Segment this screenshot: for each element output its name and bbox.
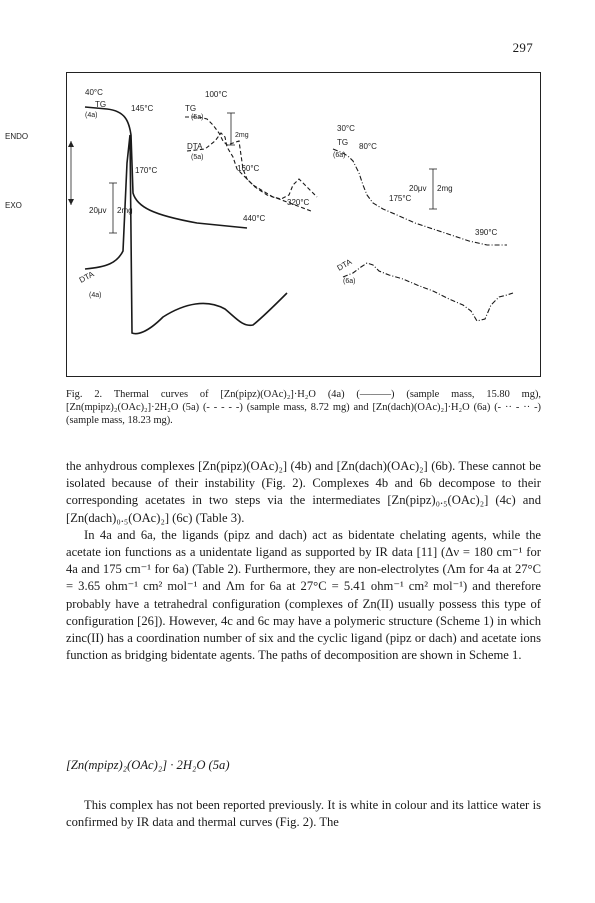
label-tg-4a: TG [95,100,107,109]
label-5a-mid: (5a) [191,154,204,161]
section-heading-5a: [Zn(mpipz)₂(OAc)₂] · 2H₂O (5a) [66,758,230,772]
label-6a-bot: (6a) [343,278,356,285]
label-4a-top: (4a) [85,112,98,119]
label-6a-top: (6a) [333,152,346,159]
label-5a-top: (5a) [191,114,204,121]
label-2mg-left: 2mg [117,206,133,215]
endo-arrow [68,141,74,147]
paragraph-1: the anhydrous complexes [Zn(pipz)(OAc)₂] (4b) and [Zn(dach)(OAc)₂] (6b). These cannot be isolated because of their instability (Fig. 2). Complexes 4b and 6b decompose to their corresponding acetates in two steps via the intermediates [Zn(pipz)₀.₅(OAc)₂] (4c) and [Zn(dach)₀.₅(OAc)₂] (6c) (Table 3). [66,459,541,525]
exo-arrow [68,199,74,205]
label-175c: 175°C [389,194,412,203]
exo-label: EXO [5,201,22,210]
label-320c: 320°C [287,198,310,207]
label-80c: 80°C [359,142,377,151]
paragraph-3: This complex has not been reported previously. It is white in colour and its lattice water is confirmed by IR data and thermal curves (Fig. 2). The [66,798,541,830]
label-dta-5a: DTA [187,142,203,151]
label-440c: 440°C [243,214,266,223]
label-20uv-right: 20μv [409,184,427,193]
page-number: 297 [512,40,533,55]
label-30c: 30°C [337,124,355,133]
label-tg-5a: TG [185,104,197,113]
label-170c: 170°C [135,166,158,175]
endo-label: ENDO [5,132,29,141]
label-160c: 160°C [237,164,260,173]
label-100c: 100°C [205,90,228,99]
label-390c: 390°C [475,228,498,237]
figure-plot [67,73,540,376]
label-145c: 145°C [131,104,154,113]
figure-caption: Fig. 2. Thermal curves of [Zn(pipz)(OAc)₂]·H₂O (4a) (———) (sample mass, 15.80 mg), [Zn(mpipz)₂(OAc)₂]·2H₂O (5a) (- - - - -) (sample mass, 8.72 mg) and [Zn(dach)(OAc)₂]·H₂O (6a) (- ·· - ·· -) (sample mass, 18.23 mg). [66,389,541,426]
label-2mg-right: 2mg [437,184,453,193]
tg-curve-4a [85,107,247,228]
body-text [66,458,541,664]
label-40c: 40°C [85,88,103,97]
label-20uv-left: 20μv [89,206,107,215]
label-dta-6a: DTA [335,257,354,273]
thermal-curves-figure [5,72,541,377]
label-4a-bot: (4a) [89,292,102,299]
dta-curve-6a [343,263,513,321]
label-2mg-5a: 2mg [235,132,249,139]
label-dta-4a: DTA [77,269,96,285]
label-tg-6a: TG [337,138,349,147]
paragraph-2: In 4a and 6a, the ligands (pipz and dach) act as bidentate chelating agents, while the acetate ion functions as a unidentate ligand as supported by IR data [11] (Δν = 180 cm⁻¹ for 4a and 175 cm⁻¹ for 6a) (Table 2). Furthermore, they are non-electrolytes (Λm for 4a at 27°C = 3.65 ohm⁻¹ cm² mol⁻¹ and Λm for 6a at 27°C = 5.41 ohm⁻¹ cm² mol⁻¹) and therefore probably have a tetrahedral configuration (complexes of Zn(II) usually possess this type of configuration [26]). However, 4c and 6c may have a polymeric structure (Scheme 1) in which zinc(II) has a coordination number of six and the cyclic ligand (pipz or dach) and acetate ions function as bridging bidentate agents. The paths of decomposition are shown in Scheme 1. [66,527,541,663]
